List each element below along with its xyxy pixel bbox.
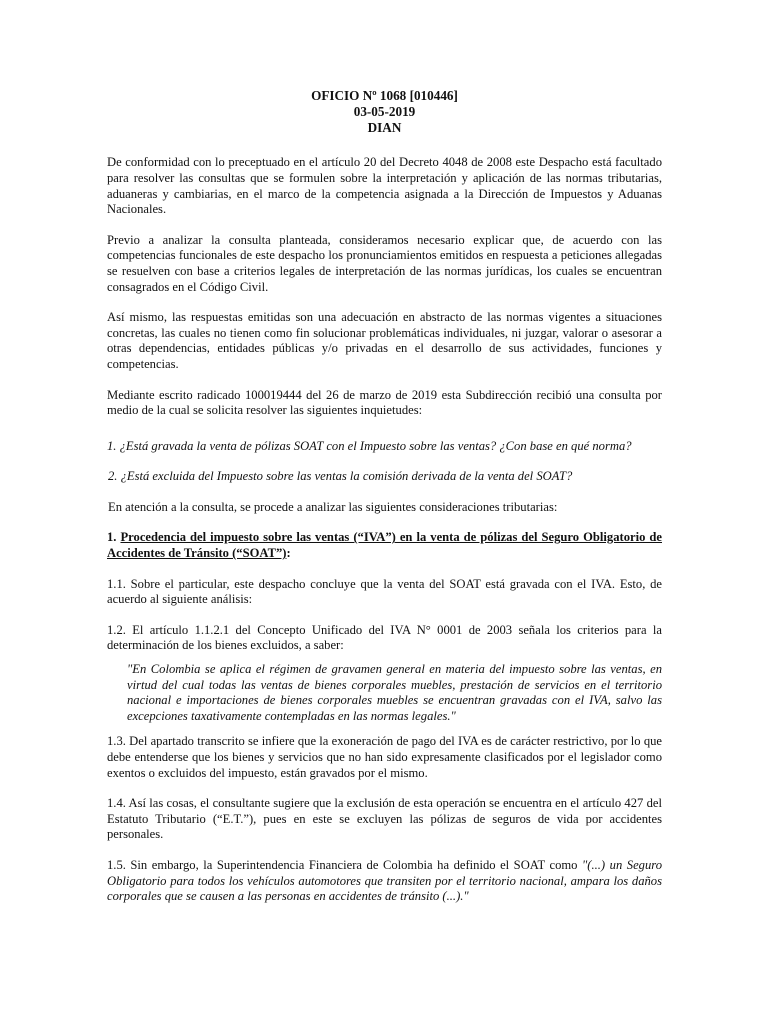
item-1-1: 1.1. Sobre el particular, este despacho concluye que la venta del SOAT está gravada con el IVA. Esto, de acuerdo al siguiente análisis: (107, 576, 662, 607)
paragraph-criteria: Previo a analizar la consulta planteada, consideramos necesario explicar que, de acuerdo con las competencias funcionales de este despacho los pronunciamientos emitidos en respuesta a peticiones allegadas se resuelven con base a criterios legales de interpretación de las normas jurídicas, los cuales se encuentran consagrados en el Código Civil. (107, 232, 662, 294)
item-1-3: 1.3. Del apartado transcrito se infiere que la exoneración de pago del IVA es de carácter restrictivo, por lo que debe entenderse que los bienes y servicios que no han sido expresamente clasificados por el legislador como exentos o excluidos del impuesto, están gravados por el mismo. (107, 734, 662, 780)
paragraph-request: Mediante escrito radicado 100019444 del 26 de marzo de 2019 esta Subdirección recibió una consulta por medio de la cual se solicita resolver las siguientes inquietudes: (107, 387, 662, 418)
oficio-date: 03-05-2019 (353, 103, 416, 119)
item-1-5-quote: "(...) un Seguro Obligatorio para todos los vehículos automotores que transiten por el territorio nacional, ampara los daños corporales que se causen a las personas en accidentes de tránsito (...)." (107, 857, 662, 904)
paragraph-competence: De conformidad con lo preceptuado en el artículo 20 del Decreto 4048 de 2008 este Despacho está facultado para resolver las consultas que se formulen sobre la interpretación y aplicación de las normas tributarias, aduaneras y cambiarias, en el marco de la competencia asignada a la Dirección de Impuestos y Aduanas Nacionales. (107, 155, 662, 217)
section-1-heading: Procedencia del impuesto sobre las ventas (“IVA”) en la venta de pólizas del Seguro Obligatorio de Accidentes de Tránsito (“SOAT”) (107, 530, 662, 561)
paragraph-analysis-intro: En atención a la consulta, se procede a analizar las siguientes consideraciones tributarias: (108, 499, 558, 514)
issuing-entity: DIAN (367, 119, 402, 135)
section-1-number: 1. (107, 530, 117, 545)
section-1-title (107, 530, 662, 561)
document-page (107, 88, 662, 920)
oficio-number: OFICIO Nº 1068 [010446] (311, 88, 458, 103)
item-1-2: 1.2. El artículo 1.1.2.1 del Concepto Unificado del IVA N° 0001 de 2003 señala los criterios para la determinación de los bienes excluidos, a saber: (107, 622, 662, 653)
question-2: 2. ¿Está excluida del Impuesto sobre las ventas la comisión derivada de la venta del SOAT? (108, 469, 573, 484)
paragraph-scope: Así mismo, las respuestas emitidas son una adecuación en abstracto de las normas vigentes a situaciones concretas, las cuales no tienen como fin solucionar problemáticas individuales, ni juzgar, valorar o asesorar a otras dependencias, entidades públicas y/o privadas en el desarrollo de sus actividades, funciones y competencias. (107, 310, 662, 371)
item-1-4: 1.4. Así las cosas, el consultante sugiere que la exclusión de esta operación se encuentra en el artículo 427 del Estatuto Tributario (“E.T.”), pues en este se excluyen las pólizas de seguros de vida por accidentes personales. (107, 796, 662, 842)
question-1: 1. ¿Está gravada la venta de pólizas SOAT con el Impuesto sobre las ventas? ¿Con base en qué norma? (107, 438, 632, 453)
item-1-5-lead: 1.5. Sin embargo, la Superintendencia Financiera de Colombia ha definido el SOAT como (107, 857, 582, 872)
section-1-colon: : (286, 546, 291, 561)
document-header (107, 88, 662, 135)
quote-concepto-unificado: "En Colombia se aplica el régimen de gravamen general en materia del impuesto sobre las ventas, en virtud del cual todas las ventas de bienes corporales muebles, prestación de servicios en el territorio nacional e importaciones de bienes corporales muebles se encuentran gravadas con el IVA, salvo las excepciones taxativamente contempladas en las normas legales." (127, 662, 662, 723)
item-1-5 (107, 858, 662, 905)
